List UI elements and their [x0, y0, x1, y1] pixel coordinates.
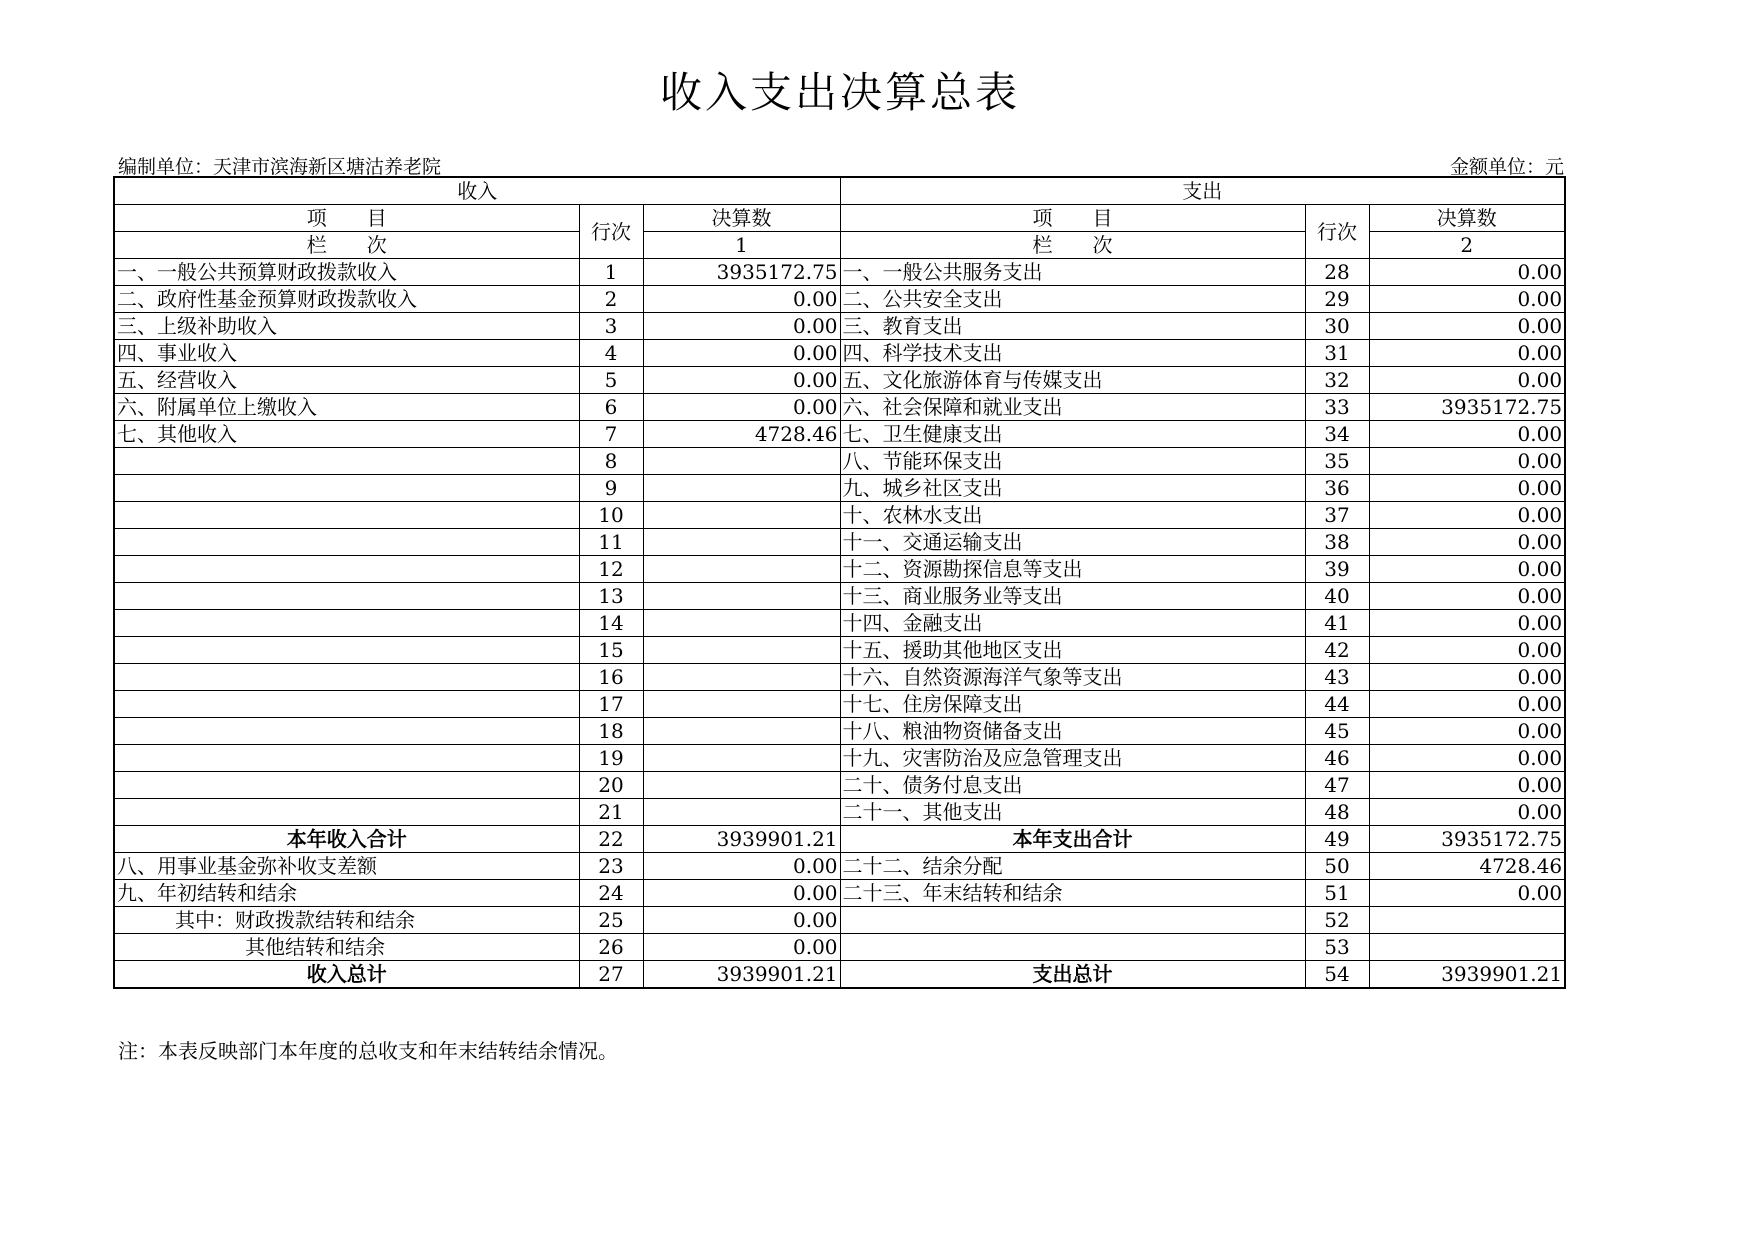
income-amount-cell: 0.00: [643, 907, 840, 934]
income-amount-cell: 3939901.21: [643, 961, 840, 989]
expense-line-no-cell: 47: [1305, 772, 1369, 799]
income-line-no-cell: 7: [579, 421, 643, 448]
income-amount-cell: [643, 772, 840, 799]
income-item-cell: 其中：财政拨款结转和结余: [114, 907, 579, 934]
expense-amount-cell: 0.00: [1369, 421, 1565, 448]
expense-amount-cell: [1369, 907, 1565, 934]
expense-item-cell: [840, 907, 1305, 934]
income-line-no-cell: 12: [579, 556, 643, 583]
expense-item-cell: 七、卫生健康支出: [840, 421, 1305, 448]
expense-amount-cell: 0.00: [1369, 583, 1565, 610]
expense-line-no-cell: 37: [1305, 502, 1369, 529]
income-item-cell: 八、用事业基金弥补收支差额: [114, 853, 579, 880]
expense-item-cell: 十七、住房保障支出: [840, 691, 1305, 718]
table-row: [114, 286, 1565, 313]
income-line-no-cell: 8: [579, 448, 643, 475]
expense-item-cell: 十、农林水支出: [840, 502, 1305, 529]
income-amount-cell: [643, 556, 840, 583]
expense-item-cell: 六、社会保障和就业支出: [840, 394, 1305, 421]
expense-item-cell: 十八、粮油物资储备支出: [840, 718, 1305, 745]
income-item-cell: 收入总计: [114, 961, 579, 989]
income-amount-cell: [643, 583, 840, 610]
expense-item-cell: 二十一、其他支出: [840, 799, 1305, 826]
expense-item-cell: 二十二、结余分配: [840, 853, 1305, 880]
income-item-cell: 六、附属单位上缴收入: [114, 394, 579, 421]
income-amount-cell: [643, 799, 840, 826]
income-item-cell: [114, 637, 579, 664]
income-amount-cell: [643, 529, 840, 556]
expense-amount-cell: 0.00: [1369, 718, 1565, 745]
income-line-no-header: 行次: [579, 205, 643, 259]
income-line-no-cell: 15: [579, 637, 643, 664]
expense-amount-cell: 3935172.75: [1369, 826, 1565, 853]
income-section-header: 收入: [114, 177, 840, 205]
table-row: [114, 799, 1565, 826]
table-row: [114, 691, 1565, 718]
expense-item-cell: 十三、商业服务业等支出: [840, 583, 1305, 610]
expense-line-no-cell: 44: [1305, 691, 1369, 718]
expense-item-cell: 十五、援助其他地区支出: [840, 637, 1305, 664]
table-row: [114, 664, 1565, 691]
currency-unit: 金额单位：元: [1449, 156, 1564, 178]
expense-item-header: 项 目: [840, 205, 1305, 232]
income-line-no-cell: 11: [579, 529, 643, 556]
expense-line-no-cell: 54: [1305, 961, 1369, 989]
expense-line-no-cell: 29: [1305, 286, 1369, 313]
section-header-row: [114, 177, 1565, 205]
expense-item-cell: 十二、资源勘探信息等支出: [840, 556, 1305, 583]
expense-line-no-cell: 42: [1305, 637, 1369, 664]
income-item-cell: [114, 529, 579, 556]
expense-line-no-cell: 53: [1305, 934, 1369, 961]
expense-item-cell: 十四、金融支出: [840, 610, 1305, 637]
expense-item-cell: 八、节能环保支出: [840, 448, 1305, 475]
expense-line-no-cell: 50: [1305, 853, 1369, 880]
expense-line-no-cell: 31: [1305, 340, 1369, 367]
footnote: 注：本表反映部门本年度的总收支和年末结转结余情况。: [118, 1039, 618, 1063]
income-line-no-cell: 16: [579, 664, 643, 691]
income-item-cell: [114, 799, 579, 826]
expense-item-cell: 支出总计: [840, 961, 1305, 989]
income-column-index: 1: [643, 232, 840, 259]
income-amount-cell: [643, 610, 840, 637]
expense-line-no-cell: 52: [1305, 907, 1369, 934]
income-line-no-cell: 24: [579, 880, 643, 907]
expense-item-cell: 五、文化旅游体育与传媒支出: [840, 367, 1305, 394]
expense-amount-cell: 0.00: [1369, 772, 1565, 799]
expense-item-cell: 一、一般公共服务支出: [840, 259, 1305, 286]
expense-amount-cell: 0.00: [1369, 259, 1565, 286]
income-amount-cell: [643, 502, 840, 529]
income-amount-cell: 4728.46: [643, 421, 840, 448]
income-item-cell: 四、事业收入: [114, 340, 579, 367]
expense-line-no-cell: 33: [1305, 394, 1369, 421]
expense-amount-cell: 0.00: [1369, 340, 1565, 367]
income-amount-cell: [643, 745, 840, 772]
expense-line-no-cell: 43: [1305, 664, 1369, 691]
expense-amount-cell: 0.00: [1369, 556, 1565, 583]
income-item-cell: 七、其他收入: [114, 421, 579, 448]
expense-line-no-cell: 51: [1305, 880, 1369, 907]
income-line-no-cell: 17: [579, 691, 643, 718]
expense-amount-cell: 0.00: [1369, 691, 1565, 718]
income-line-no-cell: 9: [579, 475, 643, 502]
income-amount-cell: 0.00: [643, 853, 840, 880]
table-row: [114, 394, 1565, 421]
income-line-no-cell: 14: [579, 610, 643, 637]
income-amount-cell: [643, 664, 840, 691]
expense-amount-cell: 3935172.75: [1369, 394, 1565, 421]
income-column-label: 栏 次: [114, 232, 579, 259]
income-line-no-cell: 18: [579, 718, 643, 745]
income-item-cell: [114, 691, 579, 718]
income-line-no-cell: 6: [579, 394, 643, 421]
budget-summary-table: [113, 176, 1566, 989]
income-item-cell: 本年收入合计: [114, 826, 579, 853]
income-amount-cell: 0.00: [643, 286, 840, 313]
table-row: [114, 610, 1565, 637]
income-amount-cell: 0.00: [643, 880, 840, 907]
expense-line-no-cell: 38: [1305, 529, 1369, 556]
income-line-no-cell: 13: [579, 583, 643, 610]
income-line-no-cell: 1: [579, 259, 643, 286]
income-item-cell: [114, 772, 579, 799]
expense-amount-cell: 0.00: [1369, 475, 1565, 502]
expense-line-no-cell: 41: [1305, 610, 1369, 637]
table-row: [114, 961, 1565, 989]
income-line-no-cell: 23: [579, 853, 643, 880]
column-header-row: [114, 205, 1565, 232]
expense-amount-cell: 4728.46: [1369, 853, 1565, 880]
table-row: [114, 421, 1565, 448]
page-title: 收入支出决算总表: [659, 68, 1020, 117]
expense-item-cell: 本年支出合计: [840, 826, 1305, 853]
income-amount-cell: [643, 448, 840, 475]
expense-line-no-cell: 28: [1305, 259, 1369, 286]
income-item-cell: [114, 448, 579, 475]
income-item-cell: [114, 556, 579, 583]
income-line-no-cell: 27: [579, 961, 643, 989]
income-amount-cell: [643, 718, 840, 745]
income-item-cell: 三、上级补助收入: [114, 313, 579, 340]
table-row: [114, 934, 1565, 961]
expense-line-no-cell: 36: [1305, 475, 1369, 502]
table-row: [114, 448, 1565, 475]
expense-section-header: 支出: [840, 177, 1565, 205]
reporting-unit: 编制单位：天津市滨海新区塘沽养老院: [118, 156, 442, 178]
table-row: [114, 907, 1565, 934]
income-amount-header: 决算数: [643, 205, 840, 232]
income-item-cell: [114, 475, 579, 502]
expense-amount-cell: 0.00: [1369, 664, 1565, 691]
income-item-header: 项 目: [114, 205, 579, 232]
expense-item-cell: 二十、债务付息支出: [840, 772, 1305, 799]
income-line-no-cell: 22: [579, 826, 643, 853]
expense-item-cell: 二、公共安全支出: [840, 286, 1305, 313]
expense-line-no-cell: 40: [1305, 583, 1369, 610]
expense-amount-cell: 0.00: [1369, 799, 1565, 826]
expense-amount-cell: [1369, 934, 1565, 961]
expense-item-cell: 九、城乡社区支出: [840, 475, 1305, 502]
expense-line-no-cell: 32: [1305, 367, 1369, 394]
expense-amount-cell: 0.00: [1369, 286, 1565, 313]
table-row: [114, 556, 1565, 583]
expense-amount-cell: 0.00: [1369, 745, 1565, 772]
income-amount-cell: 0.00: [643, 394, 840, 421]
income-amount-cell: 3935172.75: [643, 259, 840, 286]
expense-line-no-cell: 30: [1305, 313, 1369, 340]
expense-column-index: 2: [1369, 232, 1565, 259]
expense-amount-cell: 3939901.21: [1369, 961, 1565, 989]
income-amount-cell: 0.00: [643, 367, 840, 394]
table-row: [114, 583, 1565, 610]
table-row: [114, 475, 1565, 502]
income-amount-cell: 0.00: [643, 313, 840, 340]
expense-line-no-cell: 39: [1305, 556, 1369, 583]
income-item-cell: 一、一般公共预算财政拨款收入: [114, 259, 579, 286]
expense-line-no-cell: 48: [1305, 799, 1369, 826]
income-amount-cell: 0.00: [643, 340, 840, 367]
income-item-cell: [114, 718, 579, 745]
income-amount-cell: [643, 691, 840, 718]
expense-line-no-cell: 34: [1305, 421, 1369, 448]
income-item-cell: 九、年初结转和结余: [114, 880, 579, 907]
expense-amount-header: 决算数: [1369, 205, 1565, 232]
income-line-no-cell: 3: [579, 313, 643, 340]
income-line-no-cell: 21: [579, 799, 643, 826]
expense-item-cell: 十六、自然资源海洋气象等支出: [840, 664, 1305, 691]
expense-item-cell: 十九、灾害防治及应急管理支出: [840, 745, 1305, 772]
expense-item-cell: [840, 934, 1305, 961]
table-row: [114, 367, 1565, 394]
table-row: [114, 637, 1565, 664]
income-item-cell: [114, 583, 579, 610]
income-item-cell: [114, 610, 579, 637]
expense-line-no-cell: 35: [1305, 448, 1369, 475]
expense-amount-cell: 0.00: [1369, 448, 1565, 475]
expense-amount-cell: 0.00: [1369, 367, 1565, 394]
income-line-no-cell: 4: [579, 340, 643, 367]
income-line-no-cell: 5: [579, 367, 643, 394]
income-amount-cell: 0.00: [643, 934, 840, 961]
income-item-cell: [114, 502, 579, 529]
expense-amount-cell: 0.00: [1369, 529, 1565, 556]
income-item-cell: 其他结转和结余: [114, 934, 579, 961]
income-line-no-cell: 20: [579, 772, 643, 799]
income-item-cell: 二、政府性基金预算财政拨款收入: [114, 286, 579, 313]
income-line-no-cell: 19: [579, 745, 643, 772]
expense-amount-cell: 0.00: [1369, 880, 1565, 907]
expense-amount-cell: 0.00: [1369, 313, 1565, 340]
expense-line-no-cell: 46: [1305, 745, 1369, 772]
expense-column-label: 栏 次: [840, 232, 1305, 259]
expense-line-no-cell: 45: [1305, 718, 1369, 745]
table-row: [114, 529, 1565, 556]
income-line-no-cell: 26: [579, 934, 643, 961]
expense-amount-cell: 0.00: [1369, 637, 1565, 664]
income-amount-cell: 3939901.21: [643, 826, 840, 853]
income-amount-cell: [643, 475, 840, 502]
expense-line-no-cell: 49: [1305, 826, 1369, 853]
income-line-no-cell: 10: [579, 502, 643, 529]
expense-item-cell: 十一、交通运输支出: [840, 529, 1305, 556]
income-item-cell: [114, 745, 579, 772]
income-line-no-cell: 25: [579, 907, 643, 934]
expense-amount-cell: 0.00: [1369, 502, 1565, 529]
table-row: [114, 259, 1565, 286]
table-row: [114, 313, 1565, 340]
table-row: [114, 502, 1565, 529]
income-line-no-cell: 2: [579, 286, 643, 313]
table-row: [114, 826, 1565, 853]
income-item-cell: [114, 664, 579, 691]
table-row: [114, 772, 1565, 799]
table-row: [114, 718, 1565, 745]
table-row: [114, 853, 1565, 880]
table-row: [114, 340, 1565, 367]
income-item-cell: 五、经营收入: [114, 367, 579, 394]
expense-item-cell: 二十三、年末结转和结余: [840, 880, 1305, 907]
expense-line-no-header: 行次: [1305, 205, 1369, 259]
expense-amount-cell: 0.00: [1369, 610, 1565, 637]
expense-item-cell: 三、教育支出: [840, 313, 1305, 340]
expense-item-cell: 四、科学技术支出: [840, 340, 1305, 367]
income-amount-cell: [643, 637, 840, 664]
table-row: [114, 745, 1565, 772]
table-row: [114, 880, 1565, 907]
